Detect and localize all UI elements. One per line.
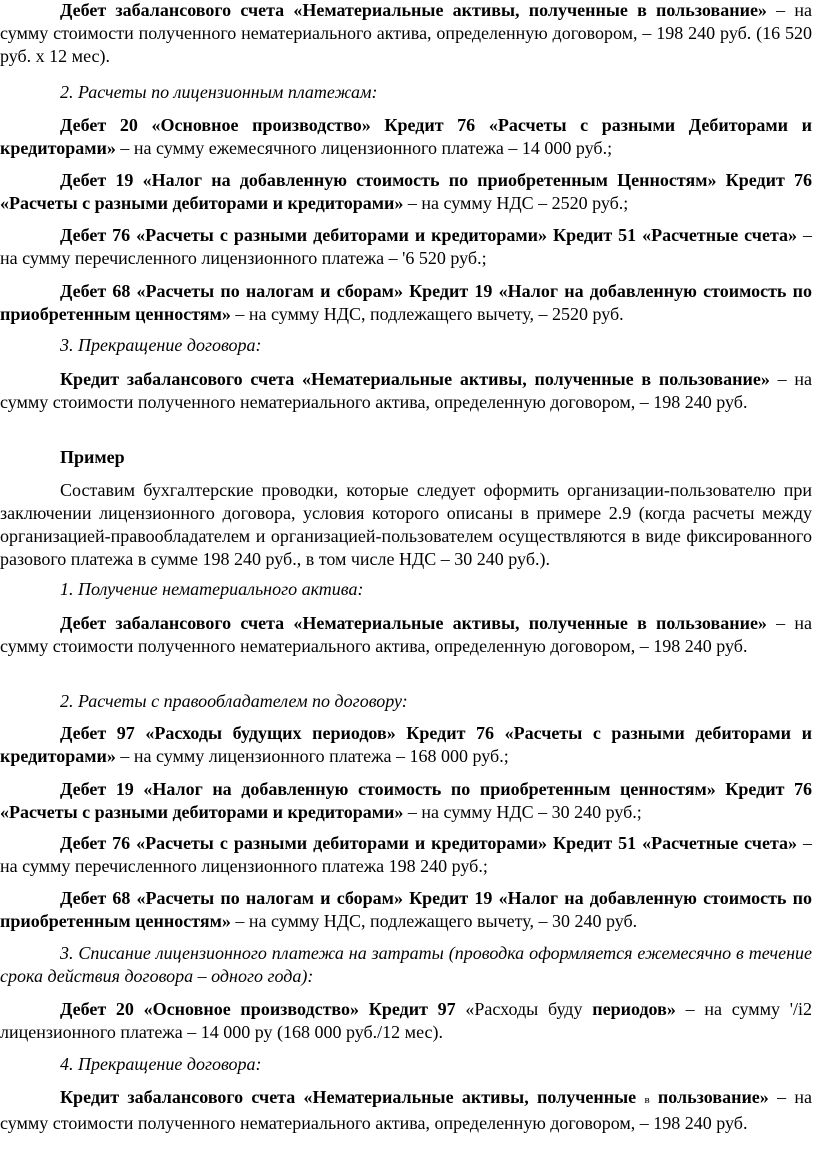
example-intro-paragraph — [0, 479, 812, 571]
paragraph-posting-d20-k97 — [0, 998, 812, 1044]
section-heading-writeoff — [0, 942, 812, 988]
text-run: «Расходы буду — [455, 999, 593, 1019]
italic-run: 1. Получение нематериального актива: — [60, 579, 364, 599]
italic-run: 4. Прекращение договора: — [60, 1054, 262, 1074]
bold-run: Кредит забалансового счета «Нематериальные активы, полученные в пользование» — [60, 369, 770, 389]
text-run: – на сумму стоимости полученного нематериального актива, определенную договором, – 198 240 руб. — [0, 1087, 812, 1133]
paragraph-offbalance-credit — [0, 368, 812, 414]
section-heading-receipt — [0, 578, 812, 601]
bold-run: Дебет 20 «Основное производство» Кредит 97 — [60, 999, 456, 1019]
text-run: – на сумму НДС, подлежащего вычету, – 2520 руб. — [230, 304, 624, 324]
paragraph-posting-d68-k19 — [0, 280, 812, 326]
text-run: – на сумму НДС – 30 240 руб.; — [403, 802, 642, 822]
example-heading — [0, 446, 812, 469]
text-run: – на сумму перечисленного лицензионного платежа – '6 520 руб.; — [0, 225, 813, 268]
text-run: – на сумму '/i2 лицензионного платежа – 14 000 ру (168 000 руб./12 мес). — [0, 999, 812, 1042]
bold-run: Дебет 97 «Расходы будущих периодов» Кредит 76 «Расчеты с разными дебиторами и кредиторами» — [0, 723, 812, 766]
bold-run: Дебет 76 «Расчеты с разными дебиторами и кредиторами» Кредит 51 «Расчетные счета» — [60, 833, 798, 853]
paragraph-posting-d76-k51 — [0, 224, 812, 270]
small-run: в — [644, 1094, 650, 1106]
bold-run: Пример — [60, 447, 125, 467]
bold-run: Дебет 76 «Расчеты с разными дебиторами и кредиторами» Кредит 51 «Расчетные счета» — [60, 225, 798, 245]
section-heading-license-payments — [0, 81, 812, 104]
bold-run: Дебет забалансового счета «Нематериальные активы, полученные в пользование» — [60, 0, 767, 20]
section-heading-termination — [0, 334, 812, 357]
italic-run: 3. Списание лицензионного платежа на затраты (проводка оформляется ежемесячно в течение срока действия договора – одного года): — [0, 943, 812, 986]
bold-run: Кредит забалансового счета «Нематериальные активы, полученные — [60, 1087, 645, 1107]
text-run: – на сумму стоимости полученного нематериального актива, определенную договором, – 198 240 руб. — [0, 369, 813, 412]
paragraph-posting-d76-k51-2 — [0, 832, 812, 878]
bold-run: периодов» — [592, 999, 676, 1019]
paragraph-offbalance-debit-2 — [0, 612, 812, 658]
bold-run: Дебет 68 «Расчеты по налогам и сборам» Кредит 19 «Налог на добавленную стоимость по приобретенным ценностям» — [0, 888, 812, 931]
bold-run: Дебет 20 «Основное производство» Кредит 76 «Расчеты с разными Дебиторами и кредиторами» — [0, 115, 812, 158]
bold-run: Дебет 68 «Расчеты по налогам и сборам» Кредит 19 «Налог на добавленную стоимость по приобретенным ценностям» — [0, 281, 812, 324]
text-run: – на сумму НДС – 2520 руб.; — [403, 193, 629, 213]
paragraph-posting-d19-k76 — [0, 169, 812, 215]
section-heading-settlements — [0, 690, 812, 713]
text-run: Составим бухгалтерские проводки, которые следует оформить организации-пользователю при заключении лицензионного договора, условия которого описаны в примере 2.9 (когда расчеты между организацией-правообладателем и организацией-пользователем осуществляются в виде фиксированного разового платежа в сумме 198 240 руб., в том числе НДС – 30 240 руб.). — [0, 480, 812, 569]
text-run: – на сумму лицензионного платежа – 168 000 руб.; — [115, 746, 509, 766]
italic-run: 3. Прекращение договора: — [60, 335, 262, 355]
bold-run: Дебет 19 «Налог на добавленную стоимость по приобретенным ценностям» Кредит 76 «Расчеты с разными дебиторами и кредиторами» — [0, 779, 812, 822]
text-run: – на сумму ежемесячного лицензионного платежа – 14 000 руб.; — [115, 138, 613, 158]
paragraph-offbalance-credit-2 — [0, 1086, 812, 1135]
section-heading-termination-2 — [0, 1053, 812, 1076]
paragraph-posting-d19-k76-2 — [0, 778, 812, 824]
text-run: – на сумму НДС, подлежащего вычету, – 30 240 руб. — [230, 911, 638, 931]
bold-run: пользование» — [649, 1087, 769, 1107]
paragraph-posting-d20-k76 — [0, 114, 812, 160]
text-run: – на сумму перечисленного лицензионного платежа 198 240 руб.; — [0, 833, 813, 876]
italic-run: 2. Расчеты по лицензионным платежам: — [60, 82, 378, 102]
bold-run: Дебет 19 «Налог на добавленную стоимость по приобретенным Ценностям» Кредит 76 «Расчеты с разными дебиторами и кредиторами» — [0, 170, 812, 213]
text-run: – на сумму стоимости полученного нематериального актива, определенную договором, – 198 240 руб. — [0, 613, 812, 656]
paragraph-posting-d97-k76 — [0, 722, 812, 768]
paragraph-posting-d68-k19-2 — [0, 887, 812, 933]
text-run: – на сумму стоимости полученного нематериального актива, определенную договором, – 198 240 руб. (16 520 руб. х 12 мес). — [0, 0, 812, 66]
paragraph-offbalance-debit — [0, 0, 812, 68]
italic-run: 2. Расчеты с правообладателем по договору: — [60, 691, 408, 711]
bold-run: Дебет забалансового счета «Нематериальные активы, полученные в пользование» — [60, 613, 767, 633]
